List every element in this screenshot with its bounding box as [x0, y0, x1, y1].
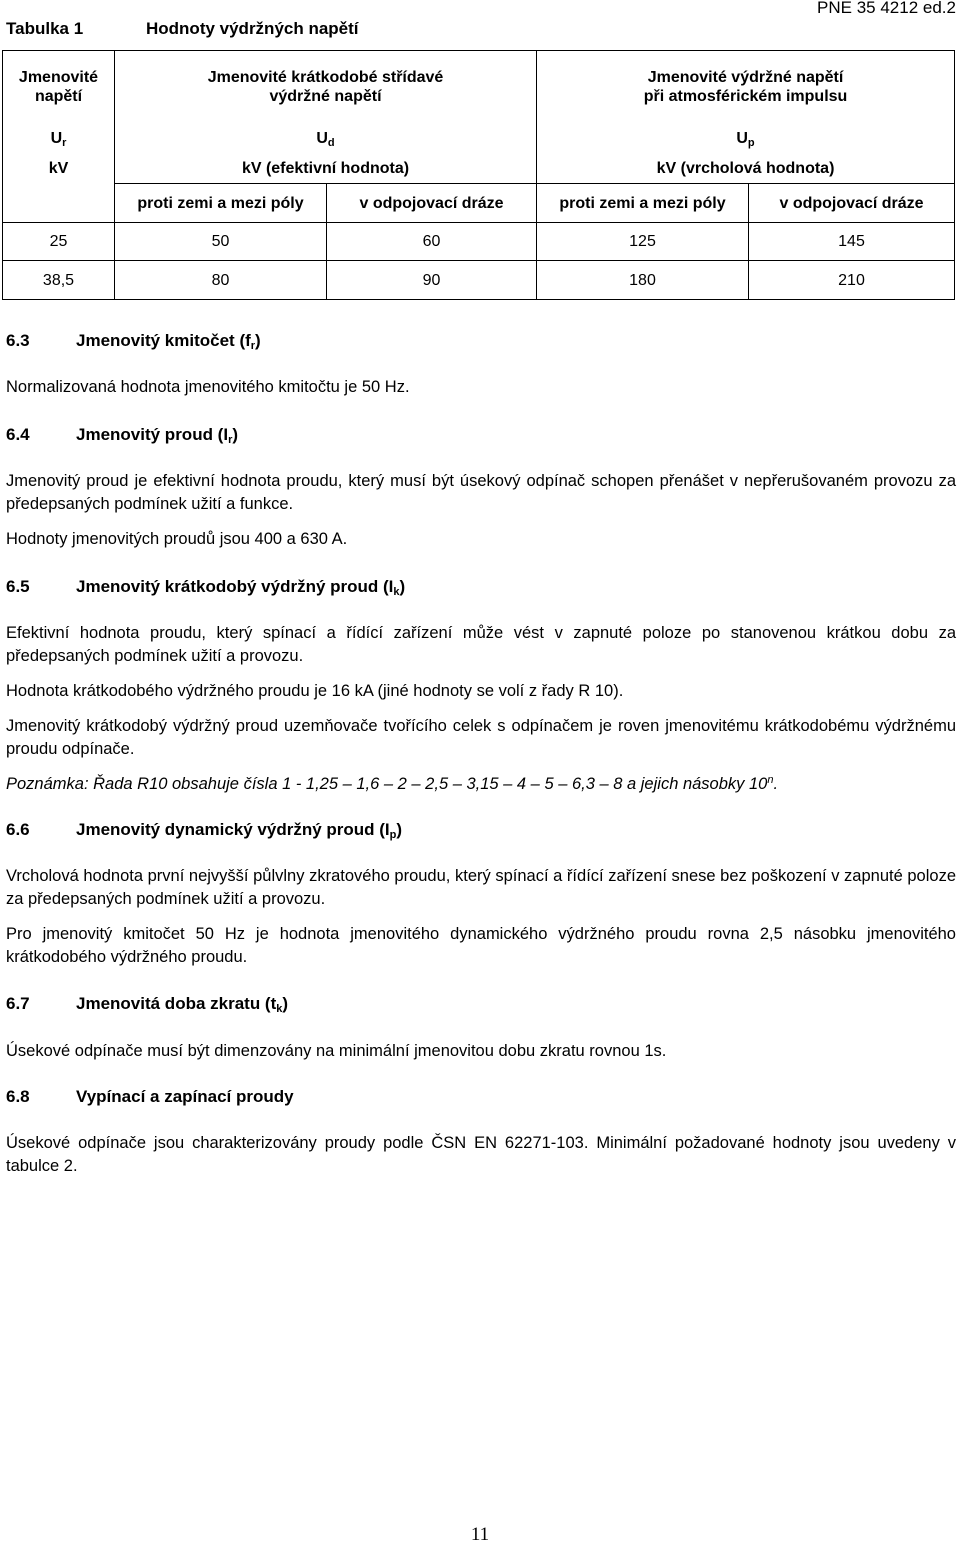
- subheader-cell: v odpojovací dráze: [749, 184, 955, 223]
- section-6-5-paragraph-2: Hodnota krátkodobého výdržného proudu je 16 kA (jiné hodnoty se volí z řady R 10).: [6, 682, 624, 700]
- table-row: [3, 223, 955, 261]
- subheader-cell: proti zemi a mezi póly: [537, 184, 749, 223]
- section-6-6-paragraph-1: Vrcholová hodnota první nejvyšší půlvlny zkratového proudu, který spínací a řídící zařízení snese bez poškození v zapnuté poloze za předepsaných podmínek užití a provozu.: [6, 867, 956, 908]
- table-cell: 210: [749, 261, 955, 300]
- table-symbol-row: [3, 123, 955, 153]
- section-6-4-paragraph-1: Jmenovitý proud je efektivní hodnota proudu, který musí být úsekový odpínač schopen přenášet v nepřerušovaném provozu za předepsaných podmínek užití a funkce.: [6, 472, 956, 513]
- symbol-ud: $U_d$: [115, 123, 537, 153]
- table-cell: 60: [327, 223, 537, 261]
- header-impulse-voltage: Jmenovité výdržné napětí při atmosférickém impulsu: [537, 51, 955, 124]
- table-cell: 90: [327, 261, 537, 300]
- unit-effective: kV (efektivní hodnota): [115, 153, 537, 184]
- section-6-3-paragraph: Normalizovaná hodnota jmenovitého kmitočtu je 50 Hz.: [6, 378, 410, 396]
- section-6-6-paragraph-2: Pro jmenovitý kmitočet 50 Hz je hodnota jmenovitého dynamického výdržného proudu rovna 2,5 násobku jmenovitého krátkodobého výdržného proudu.: [6, 925, 956, 966]
- table-subheader-row: [3, 184, 955, 223]
- section-6-4-heading: 6.4 Jmenovitý proud $(I_r)$: [6, 425, 239, 446]
- section-6-7-paragraph: Úsekové odpínače musí být dimenzovány na minimální jmenovitou dobu zkratu rovnou 1s.: [6, 1042, 667, 1060]
- page-header: [0, 0, 960, 50]
- section-6-7-heading: 6.7 Jmenovitá doba zkratu $(t_k)$: [6, 994, 289, 1015]
- header-rated-voltage: Jmenovité napětí: [3, 51, 115, 124]
- document-id: PNE 35 4212 ed.2: [817, 0, 956, 17]
- header-short-duration-voltage: Jmenovité krátkodobé střídavé výdržné napětí: [115, 51, 537, 124]
- subheader-cell: proti zemi a mezi póly: [115, 184, 327, 223]
- table-header-row: [3, 51, 955, 124]
- section-6-8-heading: 6.8 Vypínací a zapínací proudy: [6, 1087, 294, 1106]
- symbol-ur: $U_r$: [3, 123, 115, 153]
- table-unit-row: [3, 153, 955, 184]
- table-cell: 50: [115, 223, 327, 261]
- section-6-5-note: Poznámka: Řada R10 obsahuje čísla 1 - 1,25 – 1,6 – 2 – 2,5 – 3,15 – 4 – 5 – 6,3 – 8 a jejich násobky 10$^n$.: [6, 774, 779, 793]
- table-cell: 80: [115, 261, 327, 300]
- symbol-up: $U_p$: [537, 123, 955, 153]
- table-label: Tabulka 1: [6, 19, 84, 38]
- section-6-5-paragraph-1: Efektivní hodnota proudu, který spínací a řídící zařízení může vést v zapnuté poloze po stanovenou krátkou dobu za předepsaných podmínek užití a provozu.: [6, 624, 956, 665]
- table-title: Hodnoty výdržných napětí: [146, 19, 359, 38]
- table-cell: 145: [749, 223, 955, 261]
- voltage-table: [2, 50, 955, 300]
- subheader-cell: v odpojovací dráze: [327, 184, 537, 223]
- table-cell: 25: [3, 223, 115, 261]
- section-6-8-paragraph: Úsekové odpínače jsou charakterizovány proudy podle ČSN EN 62271-103. Minimální požadované hodnoty jsou uvedeny v tabulce 2.: [6, 1134, 956, 1175]
- page-number: 11: [470, 1524, 490, 1545]
- section-6-5-paragraph-3: Jmenovitý krátkodobý výdržný proud uzemňovače tvořícího celek s odpínačem je roven jmenovitému krátkodobému výdržnému proudu odpínače.: [6, 717, 956, 758]
- table-cell: 38,5: [3, 261, 115, 300]
- section-6-3-heading: 6.3 Jmenovitý kmitočet $(f_r)$: [6, 331, 261, 352]
- table-cell: 180: [537, 261, 749, 300]
- table-row: [3, 261, 955, 300]
- section-6-6-heading: 6.6 Jmenovitý dynamický výdržný proud $(I_p)$: [6, 820, 403, 841]
- section-6-4-paragraph-2: Hodnoty jmenovitých proudů jsou 400 a 630 A.: [6, 530, 348, 548]
- section-6-5-heading: 6.5 Jmenovitý krátkodobý výdržný proud $(I_k)$: [6, 577, 406, 598]
- unit-kv: kV: [3, 153, 115, 223]
- table-cell: 125: [537, 223, 749, 261]
- unit-peak: kV (vrcholová hodnota): [537, 153, 955, 184]
